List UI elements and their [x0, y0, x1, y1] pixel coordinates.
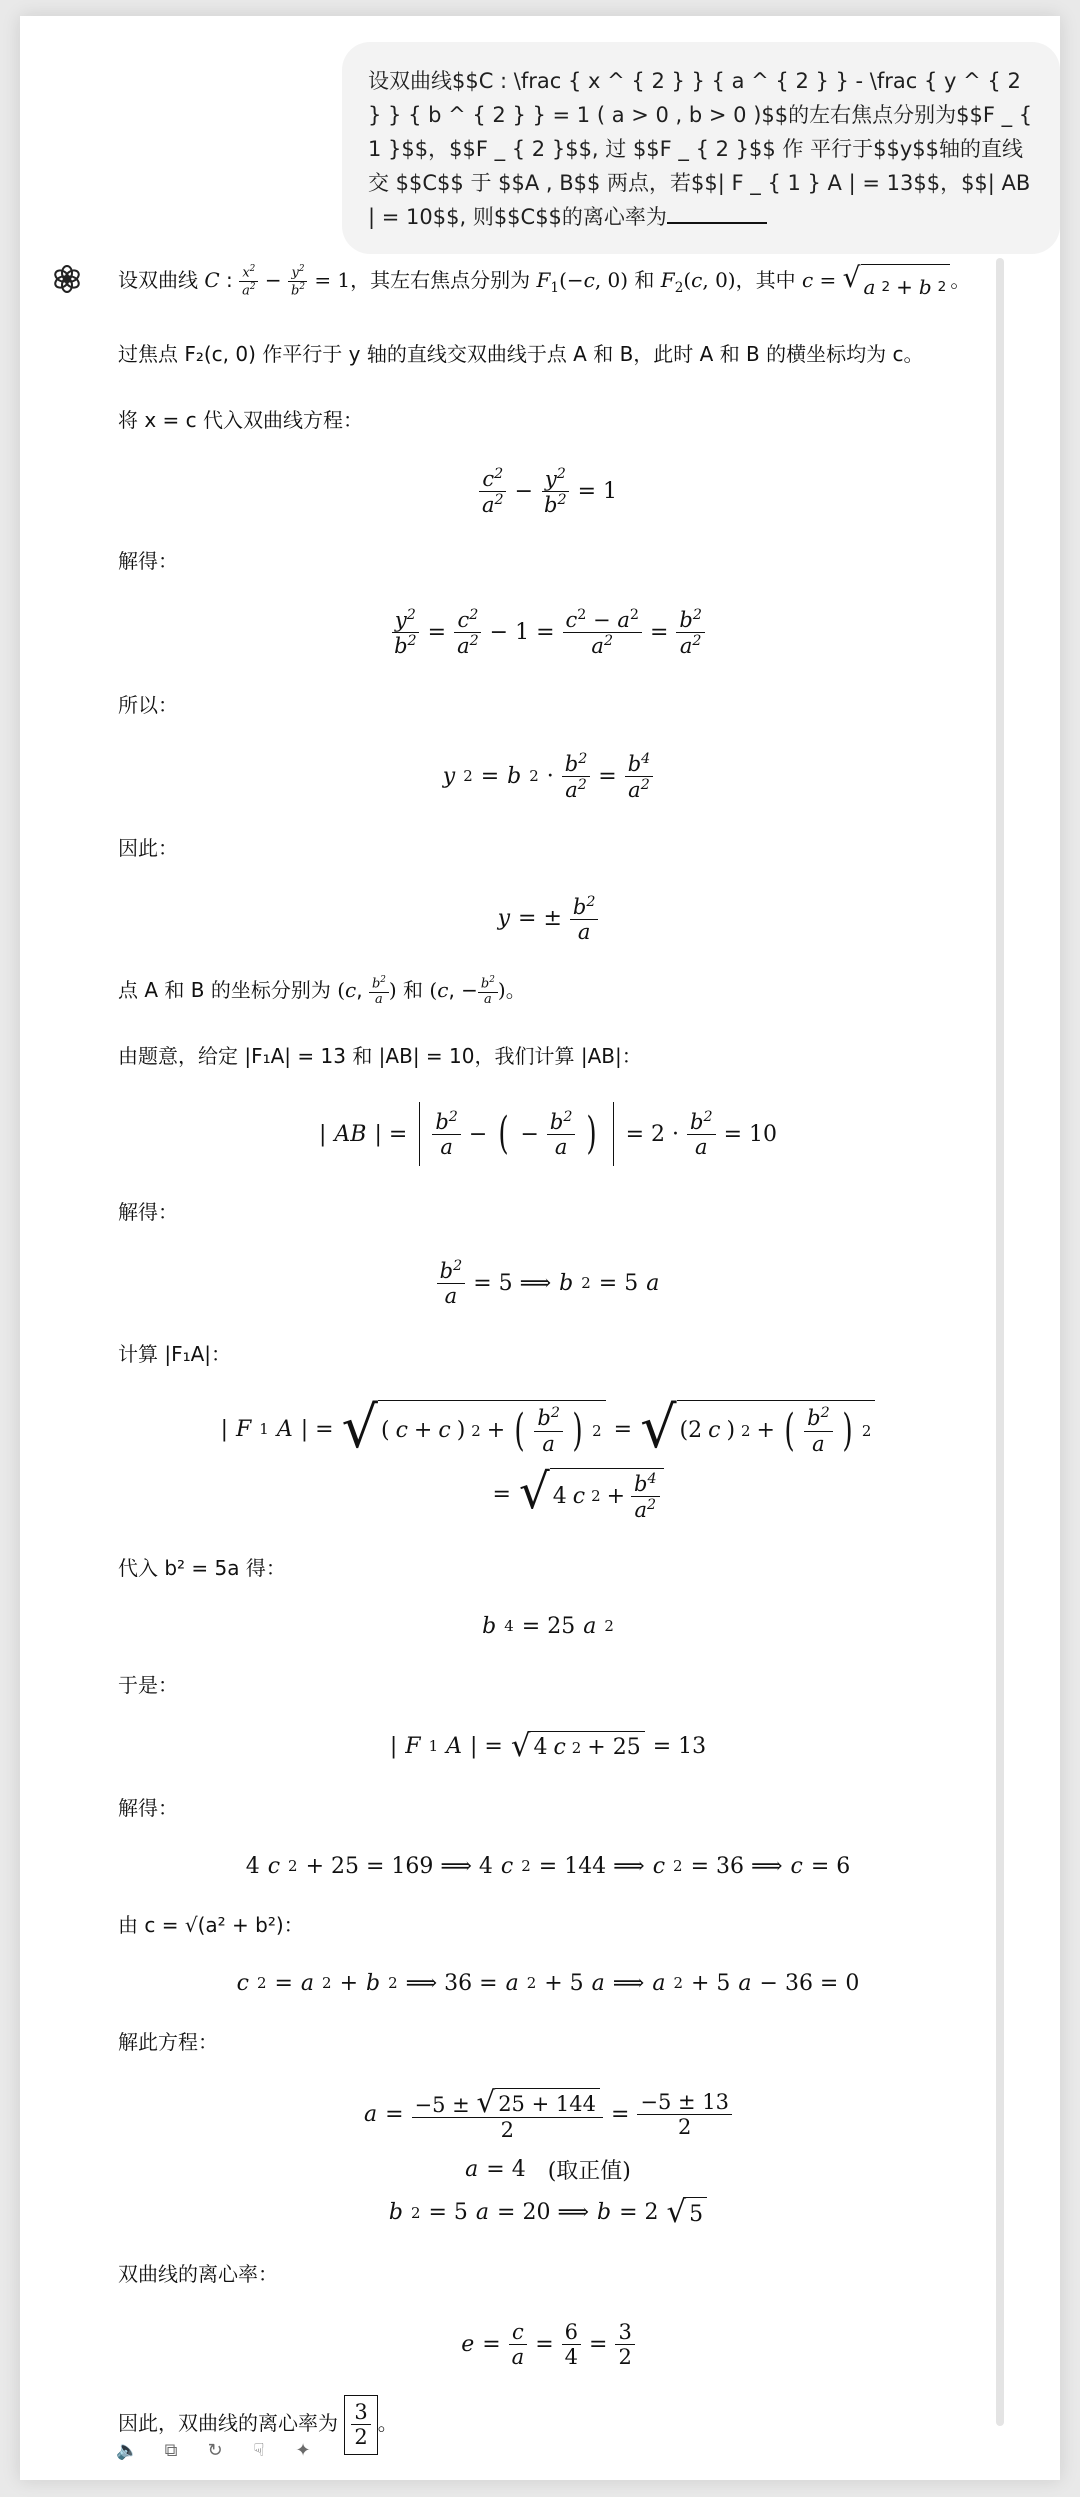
equation-12: a = −5 ± √ 25 + 144 2 = $\frac{-5 \pm 13}{2}$	[118, 2088, 978, 2143]
paragraph-11: 代入 b² = 5a 得：	[118, 1555, 286, 1580]
text: ，其中	[735, 268, 802, 292]
paragraph-3: 将 x = c 代入双曲线方程：	[118, 408, 364, 432]
paragraph-15: 解此方程：	[118, 2029, 218, 2054]
text: 点 A 和 B 的坐标分别为	[118, 978, 338, 1003]
regenerate-icon[interactable]: ↻	[207, 2440, 223, 2461]
equation-10: 4 c 2 + 25 = 169 ⟹ 4 c 2 = 144 ⟹ c 2 = 36 ⟹ c = 6	[245, 1853, 851, 1879]
copy-icon[interactable]: ⧉	[164, 2440, 178, 2461]
message-toolbar	[116, 2440, 314, 2462]
positive-note: (取正值)	[547, 2159, 631, 2185]
paragraph-5: 所以：	[118, 692, 178, 717]
paragraph-13: 解得：	[118, 1795, 178, 1820]
paragraph-16: 双曲线的离心率：	[118, 2262, 278, 2287]
paragraph-12: 于是：	[118, 1672, 178, 1697]
equation-11: c 2 = a 2 + b 2 ⟹ 36 = a 2 + 5 a ⟹ a 2 + 5 a − 36 = 0	[236, 1970, 860, 1996]
text: ，其左右焦点分别为	[350, 268, 537, 292]
text: 因此，双曲线的离心率为	[118, 2411, 345, 2436]
text: 。	[505, 978, 526, 1003]
equation-13: e = $\frac{c}{a}$ = $\frac{6}{4}$ = $\frac{3}{2}$	[118, 2320, 978, 2369]
equation-12b: a = 4 (取正值)	[118, 2154, 978, 2185]
text: 。	[377, 2411, 398, 2436]
equation-5: | AB | = $\frac{b^2}{a}$ − ( − $\frac{b^2}{a}$ ) = 2 · $\frac{b^2}{a}$ = 10	[118, 1102, 978, 1166]
scrollbar[interactable]	[996, 258, 1004, 2426]
user-message-bubble	[342, 42, 1060, 254]
chat-frame	[20, 16, 1060, 2480]
equation-8: b 4 = 25 a 2	[482, 1613, 614, 1639]
equation-7b: = √ 4 c 2 + $\frac{b^4}{a^2}$	[178, 1468, 978, 1522]
sparkle-icon[interactable]: ✦	[295, 2440, 311, 2461]
paragraph-1: 设双曲线 C : $\frac{x^2}{a^2}$ − $\frac{y^2}{b^2}$ = 1，其左右焦点分别为 $F_1(-c$, 0) 和 $F_2(c$, 0)，其中 c = √ a 2 + b 2 。	[118, 260, 978, 308]
thumbs-down-icon[interactable]: ☟	[253, 2440, 265, 2461]
equation-2: $\frac{y^2}{b^2}$ = $\frac{c^2}{a^2}$ − 1 = $\frac{c^2 - a^2}{a^2}$ = $\frac{b^2}{a^2}$	[118, 607, 978, 658]
paragraph-8: 由题意，给定 |F₁A| = 13 和 |AB| = 10，我们计算 |AB|：	[118, 1044, 642, 1069]
paragraph-10: 计算 |F₁A|：	[118, 1342, 232, 1367]
assistant-response	[118, 260, 978, 2480]
equation-4: y = ± $\frac{b^2}{a}$	[118, 894, 978, 944]
final-answer-box: $\frac{3}{2}$	[344, 2395, 377, 2454]
text: 和	[628, 268, 661, 292]
paragraph-4: 解得：	[118, 549, 178, 574]
text: 。	[950, 268, 971, 292]
paragraph-6: 因此：	[118, 835, 178, 860]
assistant-logo-icon	[50, 262, 84, 296]
equation-7: | F 1 A | = √ ( c + c ) 2 + ( $\frac{b^2}{a}$ ) 2 = √ (2 c ) 2 + ( $\frac{b^2}{a}$ ) 2	[118, 1400, 978, 1457]
paragraph-9: 解得：	[118, 1200, 178, 1225]
equation-9: | F 1 A | = √ 4 c 2 + 25 = 13	[389, 1727, 707, 1764]
equation-3: y 2 = b 2 · $\frac{b^2}{a^2}$ = $\frac{b^4}{a^2}$	[118, 751, 978, 802]
user-message-text: 设双曲线$$C : \frac { x ^ { 2 } } { a ^ { 2 } } - \frac { y ^ { 2 } } { b ^ { 2 } } = 1 ( a > 0 , b > 0 )$$的左右焦点分别为$$F _ { 1 }$$，$$F _ { 2 }$$, 过 $$F _ { 2 }$$ 作 平行于$$y$$轴的直线交 $$C$$ 于 $$A , B$$ 两点，若$$| F _ { 1 } A | = 13$$，$$| AB | = 10$$, 则$$C$$的离心率为	[368, 69, 1033, 229]
equation-1: $\frac{c^2}{a^2}$ − $\frac{y^2}{b^2}$ = 1	[118, 466, 978, 517]
speaker-icon[interactable]: 🔈	[116, 2440, 139, 2461]
text: 设双曲线	[118, 268, 205, 292]
equation-12c: b 2 = 5 a = 20 ⟹ b = 2 √ 5	[118, 2197, 978, 2228]
answer-blank	[667, 200, 767, 224]
paragraph-7: 点 A 和 B 的坐标分别为 (c, $\frac{b^2}{a}$ ) 和 (c, − $\frac{b^2}{a}$ )。	[118, 975, 526, 1008]
paragraph-2: 过焦点 F₂(c, 0) 作平行于 y 轴的直线交双曲线于点 A 和 B，此时 A 和 B 的横坐标均为 c。	[118, 342, 924, 366]
text: 和	[396, 978, 430, 1003]
paragraph-14: 由 c = √(a² + b²)：	[118, 1912, 304, 1937]
equation-6: $\frac{b^2}{a}$ = 5 ⟹ b 2 = 5 a	[118, 1258, 978, 1308]
